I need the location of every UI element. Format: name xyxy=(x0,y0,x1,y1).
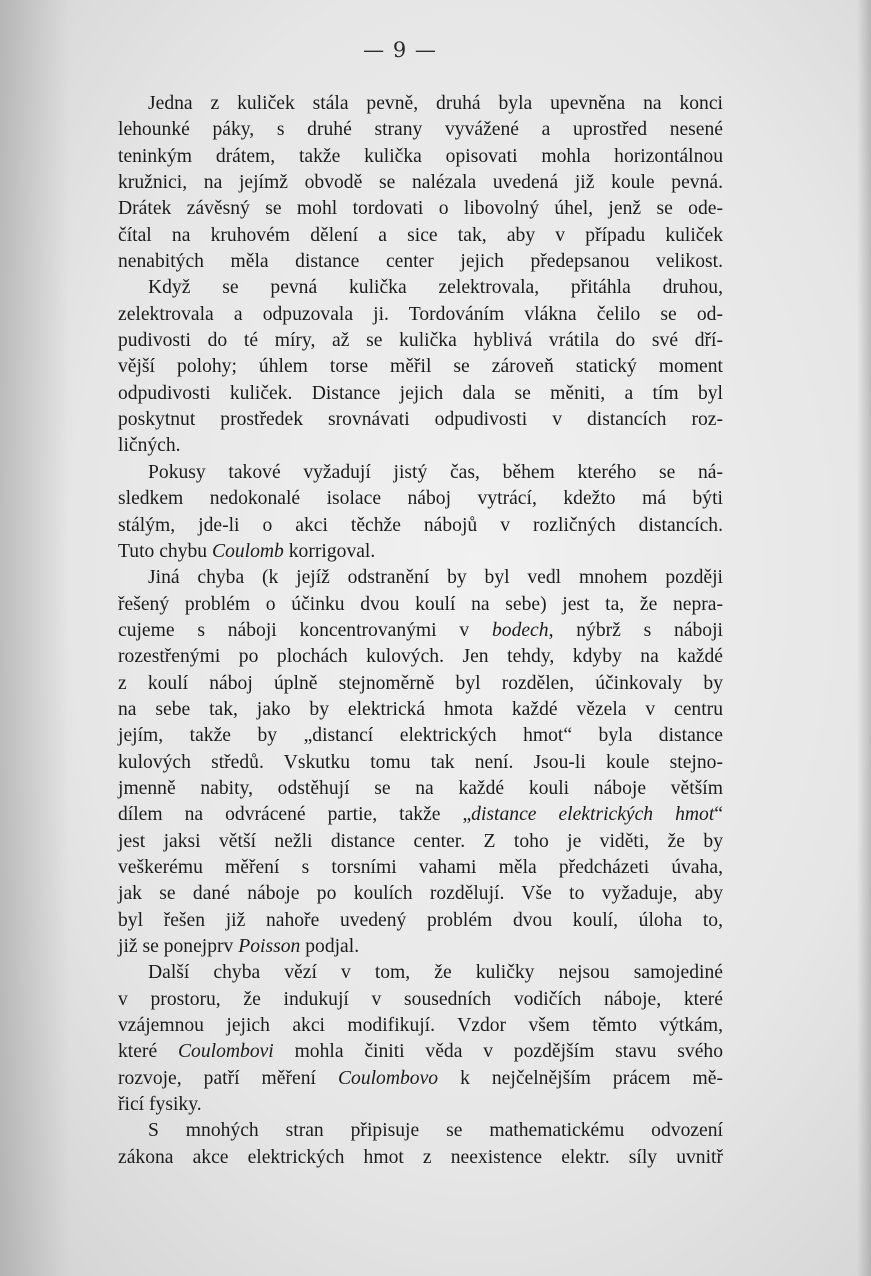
text-line xyxy=(118,1066,723,1092)
text-segment: Pokusy takové vyžadují jistý čas, během kterého se ná- xyxy=(148,461,723,483)
italic-text: Coulomb xyxy=(212,540,284,562)
text-segment: rozvoje, patří měření xyxy=(118,1067,338,1089)
text-line xyxy=(118,644,723,670)
text-segment: stálým, jde-li o akci těchže nábojů v rozličných distancích. xyxy=(118,514,723,536)
text-line xyxy=(118,908,723,934)
text-line xyxy=(118,1118,723,1144)
text-line xyxy=(118,1013,723,1039)
text-segment: sledkem nedokonalé isolace náboj vytrácí, kdežto má býti xyxy=(118,488,723,510)
text-segment: na sebe tak, jako by elektrická hmota každé vězela v centru xyxy=(118,698,723,720)
text-segment: v prostoru, že indukují v sousedních vodičích náboje, které xyxy=(118,988,723,1010)
text-segment: řešený problém o účinku dvou koulí na sebe) jest ta, že nepra- xyxy=(118,593,723,615)
text-segment: jak se dané náboje po koulích rozdělují. Vše to vyžaduje, aby xyxy=(118,883,723,905)
text-line xyxy=(118,723,723,749)
text-segment: cujeme s náboji koncentrovanými v xyxy=(118,619,492,641)
text-segment: rozestřenými po plochách kulových. Jen tehdy, kdyby na každé xyxy=(118,646,723,668)
text-segment: zelektrovala a odpuzovala ji. Tordováním vlákna čelilo se od- xyxy=(118,303,723,325)
text-line xyxy=(118,460,723,486)
text-segment: z koulí náboj úplně stejnoměrně byl rozdělen, účinkovaly by xyxy=(118,672,723,694)
text-segment: “ xyxy=(714,804,723,826)
text-segment: jmenně nabity, odstěhují se na každé kouli náboje větším xyxy=(118,777,723,799)
text-segment: již se ponejprv xyxy=(118,936,239,957)
text-segment: byl řešen již nahoře uvedený problém dvou koulí, úloha to, xyxy=(118,909,723,931)
text-line xyxy=(118,960,723,986)
text-line xyxy=(118,249,723,275)
text-segment: kružnici, na jejímž obvodě se nalézala uvedená již koule pevná. xyxy=(118,172,723,194)
text-segment: teninkým drátem, takže kulička opisovati mohla horizontálnou xyxy=(118,145,723,167)
text-line xyxy=(118,539,723,565)
text-line xyxy=(118,671,723,697)
text-line xyxy=(118,381,723,407)
text-segment: k nejčelnějším prácem mě- xyxy=(438,1067,724,1089)
text-segment: pudivosti do té míry, až se kulička hyblivá vrátila do své dří- xyxy=(118,330,723,352)
text-segment: vější polohy; úhlem torse měřil se zároveň statický moment xyxy=(118,356,723,378)
text-segment: podjal. xyxy=(300,936,360,957)
text-line xyxy=(118,354,723,380)
text-line xyxy=(118,881,723,907)
text-segment: Další chyba vězí v tom, že kuličky nejsou samojediné xyxy=(148,962,723,984)
text-line xyxy=(118,170,723,196)
text-line xyxy=(118,1092,723,1118)
text-segment: Drátek závěsný se mohl tordovati o libovolný úhel, jenž se ode- xyxy=(118,198,723,220)
text-line xyxy=(118,196,723,222)
italic-text: distance elektrických hmot xyxy=(471,804,715,826)
italic-text: Coulombovi xyxy=(177,1041,274,1063)
text-segment: řicí fysiky. xyxy=(118,1094,202,1116)
text-line xyxy=(118,144,723,170)
text-segment: Jedna z kuliček stála pevně, druhá byla upevněna na konci xyxy=(148,93,723,114)
italic-text: bodech xyxy=(491,619,549,641)
text-line xyxy=(118,275,723,301)
text-line xyxy=(118,987,723,1013)
text-line xyxy=(118,513,723,539)
page-number: — 9 — xyxy=(363,38,437,62)
text-segment: odpudivosti kuliček. Distance jejich dala se měniti, a tím byl xyxy=(118,382,723,404)
text-segment: Když se pevná kulička zelektrovala, přitáhla druhou, xyxy=(148,277,723,299)
text-line xyxy=(118,565,723,591)
text-segment: lehounké páky, s druhé strany vyvážené a uprostřed nesené xyxy=(118,119,723,141)
text-segment: , nýbrž s náboji xyxy=(548,619,723,641)
text-line xyxy=(118,302,723,328)
text-segment: vzájemnou jejich akci modifikují. Vzdor všem těmto výtkám, xyxy=(118,1015,723,1037)
text-line xyxy=(118,697,723,723)
text-line xyxy=(118,855,723,881)
text-line xyxy=(118,802,723,828)
text-segment: jest jaksi větší nežli distance center. Z toho je viděti, že by xyxy=(118,830,723,852)
text-segment: Jiná chyba (k jejíž odstranění by byl vedl mnohem později xyxy=(148,567,723,589)
text-line xyxy=(118,223,723,249)
text-segment: S mnohých stran připisuje se mathematickému odvození xyxy=(148,1120,723,1142)
text-segment: Tuto chybu xyxy=(118,540,212,562)
text-segment: nenabitých měla distance center jejich předepsanou velikost. xyxy=(118,251,723,273)
text-line xyxy=(118,618,723,644)
text-line xyxy=(118,776,723,802)
text-segment: jejím, takže by „distancí elektrických hmot“ byla distance xyxy=(118,725,723,747)
text-segment: mohla činiti věda v pozdějším stavu svého xyxy=(273,1041,723,1063)
text-segment: poskytnut prostředek srovnávati odpudivosti v distancích roz- xyxy=(118,409,723,431)
text-segment: veškerému měření s torsními vahami měla předcházeti úvaha, xyxy=(118,856,723,878)
text-line xyxy=(118,91,723,117)
text-segment: korrigoval. xyxy=(283,540,376,562)
text-segment: ličných. xyxy=(118,435,181,457)
text-segment: čítal na kruhovém dělení a sice tak, aby v případu kuliček xyxy=(118,224,723,246)
text-line xyxy=(118,486,723,512)
body-text xyxy=(118,91,723,1171)
text-line xyxy=(118,934,723,960)
text-line xyxy=(118,407,723,433)
text-line xyxy=(118,117,723,143)
text-line xyxy=(118,750,723,776)
italic-text: Poisson xyxy=(238,936,301,957)
text-segment: zákona akce elektrických hmot z neexistence elektr. síly uvnitř xyxy=(118,1146,723,1168)
text-line xyxy=(118,328,723,354)
text-line xyxy=(118,1145,723,1171)
text-line xyxy=(118,433,723,459)
text-segment: kulových středů. Vskutku tomu tak není. Jsou-li koule stejno- xyxy=(118,751,723,773)
text-line xyxy=(118,829,723,855)
text-line xyxy=(118,592,723,618)
italic-text: Coulombovo xyxy=(337,1067,439,1089)
text-segment: dílem na odvrácené partie, takže „ xyxy=(118,804,472,826)
text-line xyxy=(118,1039,723,1065)
text-segment: které xyxy=(118,1041,178,1063)
